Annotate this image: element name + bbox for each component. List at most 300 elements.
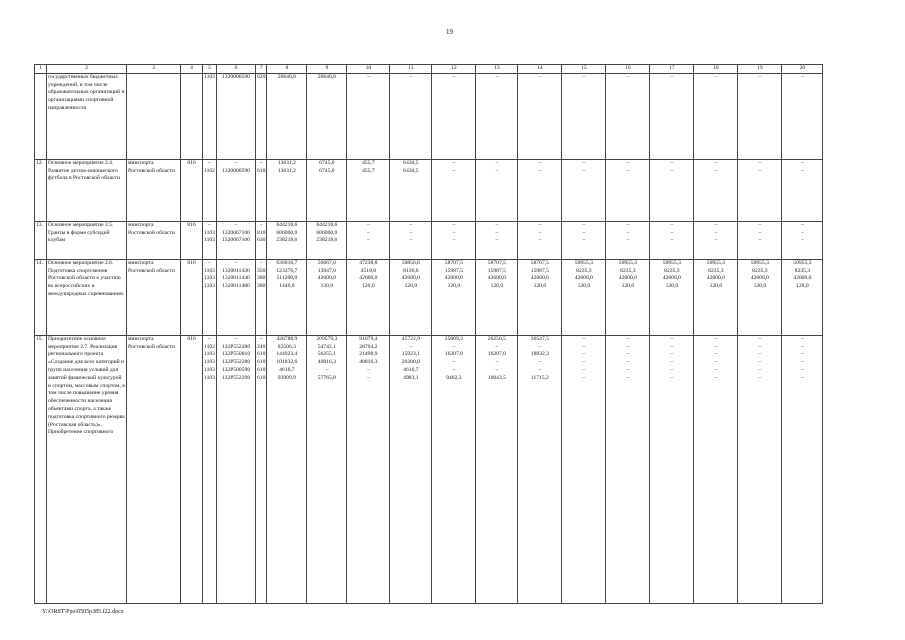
cell-line: – <box>259 159 263 166</box>
cell-line: 8235,3 <box>576 267 592 274</box>
cell-line: – <box>670 229 674 236</box>
cell-line: 428788,9 <box>276 335 298 342</box>
cell-line: – <box>582 366 586 373</box>
cell-line: – <box>758 343 762 350</box>
cell-line: 45722,9 <box>401 335 420 342</box>
value-cell <box>606 335 650 603</box>
cell-line: – <box>208 159 211 166</box>
cell-line: 9402,3 <box>446 374 462 381</box>
cell-line: 1320067100 <box>222 237 250 244</box>
cell-line: 50955,3 <box>618 259 637 266</box>
cell-line: – <box>495 359 499 366</box>
cell-line: – <box>626 167 630 174</box>
table-row <box>35 335 823 603</box>
value-cell <box>267 73 307 159</box>
value-cell <box>307 335 347 603</box>
column-number: 17 <box>650 65 694 74</box>
cell-line: – <box>538 229 542 236</box>
cell-line: – <box>538 159 542 166</box>
cell-line: – <box>758 221 762 228</box>
cell-line: – <box>452 366 456 373</box>
cell-line: – <box>714 366 718 373</box>
cell-line: – <box>452 221 456 228</box>
cell-line: 42600,0 <box>359 275 378 282</box>
cell-line: 8136,6 <box>403 267 419 274</box>
cell-line: 120,0 <box>796 283 809 290</box>
cell-line: – <box>366 374 370 381</box>
value-cell <box>782 73 823 159</box>
cell-line: – <box>626 359 630 366</box>
cell-line: 238218,6 <box>316 237 338 244</box>
cell-line: 6745,0 <box>319 159 335 166</box>
cell-line: – <box>234 335 238 342</box>
cell-line: – <box>495 366 499 373</box>
cell-line: 120,0 <box>577 283 591 290</box>
cell-line: – <box>234 221 238 228</box>
value-cell <box>694 73 738 159</box>
cell-line: – <box>714 374 718 381</box>
cell-line: – <box>259 259 263 266</box>
value-cell <box>347 73 390 159</box>
value-cell <box>476 159 518 221</box>
value-cell <box>432 159 476 221</box>
cell-line: – <box>670 335 674 342</box>
cell-line: 47238,8 <box>359 259 378 266</box>
value-cell <box>518 73 562 159</box>
executor: минспорта Ростовской области <box>127 335 181 603</box>
value-cell <box>203 221 217 259</box>
cell-line: – <box>409 237 413 244</box>
table-row <box>35 73 823 159</box>
cell-line: – <box>538 237 542 244</box>
value-cell <box>782 221 823 259</box>
cell-line: – <box>800 73 804 80</box>
cell-line: 350 <box>256 267 266 274</box>
row-number: 13. <box>35 221 47 259</box>
cell-line: – <box>758 159 762 166</box>
value-cell <box>203 159 217 221</box>
cell-line: – <box>452 167 456 174</box>
cell-line: – <box>626 374 630 381</box>
column-number: 10 <box>347 65 390 74</box>
cell-line: 1440,0 <box>279 283 295 290</box>
cell-line: 50955,3 <box>750 259 769 266</box>
value-cell <box>255 221 266 259</box>
cell-line: – <box>670 359 674 366</box>
executor: минспорта Ростовской области <box>127 159 181 221</box>
cell-line: – <box>582 221 586 228</box>
value-cell <box>347 335 390 603</box>
cell-line: 13631,2 <box>277 167 296 174</box>
cell-line: – <box>670 221 674 228</box>
value-cell <box>255 159 266 221</box>
value-cell <box>782 159 823 221</box>
value-cell <box>390 259 432 335</box>
cell-line: 1320011440 <box>222 275 250 282</box>
cell-line: – <box>670 343 674 350</box>
cell-line: – <box>626 351 630 358</box>
cell-line: 10043,5 <box>487 374 506 381</box>
cell-line: 16207,0 <box>487 351 506 358</box>
cell-line: 844218,6 <box>316 221 338 228</box>
column-number: 5 <box>203 65 217 74</box>
cell-line: – <box>495 167 499 174</box>
cell-line: – <box>495 159 499 166</box>
cell-line: – <box>452 343 456 350</box>
cell-line: 120,0 <box>709 283 723 290</box>
cell-line: – <box>800 335 804 342</box>
cell-line: 8235,3 <box>620 267 636 274</box>
cell-line: 610 <box>256 351 266 358</box>
column-number: 3 <box>127 65 181 74</box>
cell-line: 20646,0 <box>317 73 336 80</box>
cell-line: 40816,3 <box>359 359 378 366</box>
value-cell <box>476 335 518 603</box>
measure-name: Основное мероприятие 2.5. Гранты в форме субсидий клубам <box>47 221 127 259</box>
column-number-row <box>35 65 823 74</box>
cell-line: – <box>758 237 762 244</box>
cell-line: 132P500590 <box>221 366 251 373</box>
cell-line: – <box>800 237 804 244</box>
cell-line: – <box>670 366 674 373</box>
ministry-code: 816 <box>181 259 203 335</box>
value-cell <box>255 259 266 335</box>
cell-line: – <box>800 229 804 236</box>
row-number: 14. <box>35 259 47 335</box>
cell-line: – <box>582 237 586 244</box>
cell-line: – <box>538 343 542 350</box>
cell-line: 4616,7 <box>279 366 295 373</box>
document-path-footer: Y:\ORST\Ppo\0505p385.f22.docx <box>42 609 124 615</box>
cell-line: – <box>259 335 263 342</box>
column-number: 2 <box>47 65 127 74</box>
cell-line: – <box>800 366 804 373</box>
cell-line: – <box>714 229 718 236</box>
cell-line: 16207,0 <box>444 351 463 358</box>
cell-line: 1103 <box>204 366 215 373</box>
cell-line: 620 <box>256 73 266 80</box>
cell-line: – <box>800 359 804 366</box>
cell-line: 50955,3 <box>662 259 681 266</box>
cell-line: – <box>495 73 499 80</box>
cell-line: – <box>670 167 674 174</box>
cell-line: – <box>626 237 630 244</box>
cell-line: – <box>208 221 211 228</box>
cell-line: – <box>626 343 630 350</box>
cell-line: 42600,0 <box>401 275 420 282</box>
cell-line: 42600,0 <box>574 275 593 282</box>
value-cell <box>347 159 390 221</box>
cell-line: 42600,0 <box>444 275 463 282</box>
cell-line: – <box>495 237 499 244</box>
cell-line: 8235,3 <box>752 267 768 274</box>
cell-line: 4983,1 <box>403 374 419 381</box>
cell-line: 132P552280 <box>221 359 251 366</box>
cell-line: – <box>714 335 718 342</box>
cell-line: – <box>582 343 586 350</box>
cell-line: 606000,0 <box>276 229 298 236</box>
cell-line: 20200,0 <box>401 359 420 366</box>
value-cell <box>650 335 694 603</box>
value-cell <box>476 259 518 335</box>
cell-line: – <box>800 374 804 381</box>
value-cell <box>694 335 738 603</box>
value-cell <box>650 259 694 335</box>
value-cell <box>606 221 650 259</box>
cell-line: 1320011430 <box>222 267 250 274</box>
cell-line: 56667,0 <box>317 259 336 266</box>
cell-line: 1103 <box>204 275 215 282</box>
cell-line: 455,7 <box>362 167 375 174</box>
cell-line: – <box>366 221 370 228</box>
value-cell <box>782 335 823 603</box>
value-cell <box>518 221 562 259</box>
value-cell <box>694 259 738 335</box>
column-number: 16 <box>606 65 650 74</box>
cell-line: 15923,1 <box>401 351 420 358</box>
cell-line: – <box>758 359 762 366</box>
cell-line: – <box>582 167 586 174</box>
cell-line: 1103 <box>204 359 215 366</box>
cell-line: – <box>800 167 804 174</box>
column-number: 12 <box>432 65 476 74</box>
cell-line: – <box>538 359 542 366</box>
budget-table <box>34 64 823 604</box>
cell-line: 123376,7 <box>276 267 298 274</box>
cell-line: 83506,3 <box>277 343 296 350</box>
cell-line: – <box>800 343 804 350</box>
value-cell <box>562 159 606 221</box>
cell-line: – <box>670 73 674 80</box>
cell-line: – <box>582 359 586 366</box>
value-cell <box>216 259 255 335</box>
column-number: 7 <box>255 65 266 74</box>
cell-line: 1320011480 <box>222 283 250 290</box>
column-number: 14 <box>518 65 562 74</box>
ministry-code: 816 <box>181 159 203 221</box>
value-cell <box>606 259 650 335</box>
value-cell <box>476 221 518 259</box>
value-cell <box>432 221 476 259</box>
cell-line: 360 <box>256 275 266 282</box>
value-cell <box>203 259 217 335</box>
value-cell <box>255 335 266 603</box>
value-cell <box>518 159 562 221</box>
cell-line: 132P552280 <box>221 343 251 350</box>
ministry-code: 816 <box>181 221 203 259</box>
cell-line: 6430,5 <box>403 167 419 174</box>
cell-line: 1103 <box>204 283 215 290</box>
cell-line: – <box>758 351 762 358</box>
cell-line: 1102 <box>204 167 215 174</box>
cell-line: – <box>800 221 804 228</box>
cell-line: 360 <box>256 283 266 290</box>
value-cell <box>738 221 782 259</box>
cell-line: 42600,0 <box>317 275 336 282</box>
cell-line: 636016,7 <box>276 259 298 266</box>
value-cell <box>738 159 782 221</box>
cell-line: – <box>259 221 263 228</box>
measure-name: государственных бюджетных учреждений, в том числе образовательных организаций и организациями спортивной направленности <box>47 73 127 159</box>
cell-line: 11715,2 <box>530 374 549 381</box>
cell-line: 4518,8 <box>360 267 377 274</box>
cell-line: – <box>208 259 211 266</box>
cell-line: 810 <box>256 229 266 236</box>
value-cell <box>307 73 347 159</box>
cell-line: – <box>714 237 718 244</box>
cell-line: – <box>758 366 762 373</box>
cell-line: 1320000590 <box>222 73 250 80</box>
cell-line: – <box>626 229 630 236</box>
value-cell <box>267 259 307 335</box>
column-number: 6 <box>216 65 255 74</box>
cell-line: – <box>495 221 499 228</box>
cell-line: 844218,6 <box>276 221 298 228</box>
row-number <box>35 73 47 159</box>
value-cell <box>390 221 432 259</box>
cell-line: 42600,0 <box>662 275 681 282</box>
ministry-code: 816 <box>181 335 203 603</box>
table-row <box>35 221 823 259</box>
cell-line: – <box>538 366 542 373</box>
cell-line: – <box>800 351 804 358</box>
cell-line: 209579,3 <box>316 335 338 342</box>
cell-line: 28764,2 <box>359 343 378 350</box>
cell-line: 101832,6 <box>276 359 298 366</box>
cell-line: 21498,9 <box>359 351 378 358</box>
value-cell <box>216 221 255 259</box>
cell-line: 455,7 <box>362 159 375 166</box>
cell-line: – <box>714 221 718 228</box>
cell-line: 610 <box>256 366 266 373</box>
table-row <box>35 259 823 335</box>
value-cell <box>390 73 432 159</box>
cell-line: 15987,5 <box>487 267 506 274</box>
cell-line: 132P550810 <box>221 351 251 358</box>
cell-line: – <box>758 374 762 381</box>
cell-line: – <box>366 229 370 236</box>
value-cell <box>203 73 217 159</box>
cell-line: 240 <box>256 343 266 350</box>
cell-line: – <box>366 73 370 80</box>
value-cell <box>518 259 562 335</box>
cell-line: 4616,7 <box>403 366 419 373</box>
value-cell <box>203 335 217 603</box>
column-number: 1 <box>35 65 47 74</box>
value-cell <box>390 159 432 221</box>
measure-name: Основное мероприятие 2.6. Подготовка спортсменов Ростовской области к участию во всероссийских и международных соревнованиях <box>47 259 127 335</box>
cell-line: – <box>538 167 542 174</box>
value-cell <box>255 73 266 159</box>
executor: минспорта Ростовской области <box>127 221 181 259</box>
table-row <box>35 159 823 221</box>
cell-line: – <box>582 229 586 236</box>
cell-line: 42600,0 <box>793 275 812 282</box>
cell-line: – <box>626 159 630 166</box>
value-cell <box>606 73 650 159</box>
value-cell <box>307 159 347 221</box>
value-cell <box>307 259 347 335</box>
column-number: 4 <box>181 65 203 74</box>
value-cell <box>307 221 347 259</box>
column-number: 9 <box>307 65 347 74</box>
cell-line: 50955,3 <box>706 259 725 266</box>
cell-line: – <box>452 159 456 166</box>
cell-line: 54742,1 <box>317 343 336 350</box>
cell-line: – <box>409 73 413 80</box>
cell-line: 1103 <box>204 267 215 274</box>
cell-line: – <box>409 343 413 350</box>
cell-line: 40816,3 <box>317 359 336 366</box>
column-number: 8 <box>267 65 307 74</box>
cell-line: 6745,0 <box>319 167 335 174</box>
row-number: 15. <box>35 335 47 603</box>
column-number: 18 <box>694 65 738 74</box>
cell-line: 1320000590 <box>222 167 250 174</box>
column-number: 13 <box>476 65 518 74</box>
cell-line: 8235,3 <box>794 267 811 274</box>
cell-line: 56255,1 <box>317 351 336 358</box>
value-cell <box>267 159 307 221</box>
cell-line: 610 <box>256 167 266 174</box>
value-cell <box>347 259 390 335</box>
value-cell <box>782 259 823 335</box>
cell-line: 120,0 <box>533 283 547 290</box>
cell-line: 15987,5 <box>530 267 549 274</box>
cell-line: 42600,0 <box>487 275 506 282</box>
cell-line: 30547,5 <box>530 335 549 342</box>
cell-line: 120,0 <box>404 283 418 290</box>
cell-line: 610 <box>256 374 266 381</box>
cell-line: – <box>714 73 718 80</box>
cell-line: – <box>626 73 630 80</box>
value-cell <box>694 159 738 221</box>
cell-line: 57765,8 <box>317 374 336 381</box>
value-cell <box>562 335 606 603</box>
cell-line: 120,0 <box>490 283 504 290</box>
cell-line: – <box>626 335 630 342</box>
cell-line: 511200,0 <box>276 275 298 282</box>
cell-line: 42600,0 <box>618 275 637 282</box>
cell-line: – <box>758 335 762 342</box>
value-cell <box>562 221 606 259</box>
value-cell <box>738 335 782 603</box>
value-cell <box>562 73 606 159</box>
cell-line: 1102 <box>204 343 215 350</box>
value-cell <box>650 159 694 221</box>
cell-line: – <box>714 159 718 166</box>
cell-line: 15987,5 <box>444 267 463 274</box>
cell-line: 8235,3 <box>664 267 680 274</box>
cell-line: 42600,0 <box>706 275 725 282</box>
cell-line: – <box>626 366 630 373</box>
cell-line: 42600,0 <box>750 275 769 282</box>
value-cell <box>650 221 694 259</box>
cell-line: 26250,5 <box>487 335 506 342</box>
cell-line: 13631,2 <box>277 159 296 166</box>
cell-line: 1103 <box>204 374 215 381</box>
column-number: 15 <box>562 65 606 74</box>
value-cell <box>432 259 476 335</box>
cell-line: 1103 <box>204 237 215 244</box>
cell-line: – <box>538 73 542 80</box>
executor <box>127 73 181 159</box>
cell-line: 1103 <box>204 351 215 358</box>
cell-line: 25609,3 <box>444 335 463 342</box>
cell-line: 120,0 <box>447 283 461 290</box>
column-number: 11 <box>390 65 432 74</box>
measure-name: Основное мероприятие 2.4. Развитие детско-юношеского футбола в Ростовской области <box>47 159 127 221</box>
